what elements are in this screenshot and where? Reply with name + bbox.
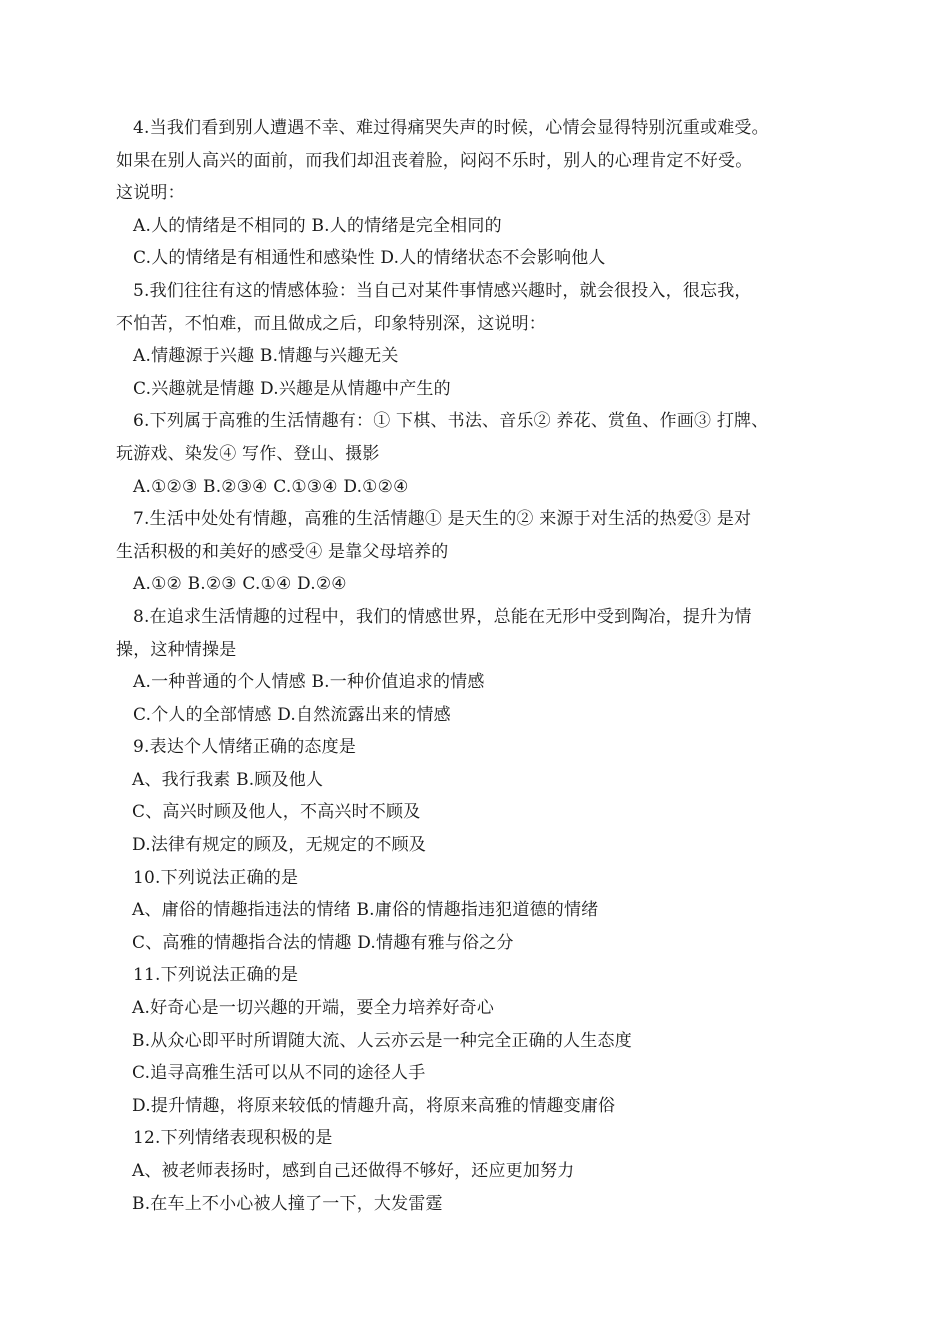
question-option-line: A.情趣源于兴趣 B.情趣与兴趣无关 — [133, 346, 399, 367]
question-option-line: A.人的情绪是不相同的 B.人的情绪是完全相同的 — [133, 215, 502, 236]
question-10 — [116, 862, 856, 960]
question-option-line: A.①② B.②③ C.①④ D.②④ — [133, 574, 347, 595]
question-option-line: C.兴趣就是情趣 D.兴趣是从情趣中产生的 — [133, 378, 451, 399]
question-option-line: D.法律有规定的顾及，无规定的不顾及 — [132, 835, 427, 856]
question-option-line: A、庸俗的情趣指违法的情绪 B.庸俗的情趣指违犯道德的情绪 — [132, 900, 599, 921]
question-stem-line: 4.当我们看到别人遭遇不幸、难过得痛哭失声的时候，心情会显得特别沉重或难受。 — [133, 118, 769, 138]
question-5 — [116, 275, 856, 405]
question-11 — [116, 959, 856, 1122]
question-option-line: B.在车上不小心被人撞了一下，大发雷霆 — [132, 1193, 443, 1214]
question-stem-line: 12.下列情绪表现积极的是 — [133, 1128, 333, 1149]
question-stem-line: 7.生活中处处有情趣，高雅的生活情趣① 是天生的② 来源于对生活的热爱③ 是对 — [133, 509, 752, 530]
question-stem-line: 生活积极的和美好的感受④ 是靠父母培养的 — [116, 541, 449, 562]
question-stem-line: 11.下列说法正确的是 — [133, 965, 299, 986]
question-option-line: A.好奇心是一切兴趣的开端，要全力培养好奇心 — [132, 998, 495, 1019]
question-stem-line: 操，这种情操是 — [116, 639, 237, 660]
question-stem-line: 9.表达个人情绪正确的态度是 — [133, 737, 357, 758]
question-option-line: A、被老师表扬时，感到自己还做得不够好，还应更加努力 — [132, 1161, 575, 1181]
question-list — [116, 112, 856, 1220]
question-stem-line: 5.我们往往有这的情感体验：当自己对某件事情感兴趣时，就会很投入，很忘我， — [133, 280, 752, 301]
question-stem-line: 8.在追求生活情趣的过程中，我们的情感世界，总能在无形中受到陶冶，提升为情 — [133, 606, 752, 627]
question-stem-line: 6.下列属于高雅的生活情趣有：① 下棋、书法、音乐② 养花、赏鱼、作画③ 打牌、 — [133, 411, 769, 432]
question-12 — [116, 1122, 856, 1220]
question-stem-line: 10.下列说法正确的是 — [133, 867, 299, 888]
question-8 — [116, 601, 856, 731]
question-4 — [116, 112, 856, 275]
question-stem-line: 如果在别人高兴的面前，而我们却沮丧着脸，闷闷不乐时，别人的心理肯定不好受。 — [116, 150, 753, 171]
question-stem-line: 这说明： — [116, 183, 185, 204]
question-option-line: A.①②③ B.②③④ C.①③④ D.①②④ — [133, 476, 409, 497]
question-stem-line: 不怕苦，不怕难，而且做成之后，印象特别深，这说明： — [116, 313, 546, 334]
question-option-line: C.追寻高雅生活可以从不同的途径人手 — [132, 1063, 426, 1084]
question-option-line: D.提升情趣，将原来较低的情趣升高，将原来高雅的情趣变庸俗 — [132, 1095, 616, 1116]
question-option-line: C、高兴时顾及他人，不高兴时不顾及 — [132, 802, 421, 823]
question-6 — [116, 405, 856, 503]
question-7 — [116, 503, 856, 601]
question-option-line: C、高雅的情趣指合法的情趣 D.情趣有雅与俗之分 — [132, 932, 514, 953]
question-option-line: B.从众心即平时所谓随大流、人云亦云是一种完全正确的人生态度 — [132, 1030, 632, 1051]
question-9 — [116, 731, 856, 861]
question-option-line: A、我行我素 B.顾及他人 — [132, 769, 324, 790]
question-option-line: C.个人的全部情感 D.自然流露出来的情感 — [133, 704, 451, 725]
question-option-line: C.人的情绪是有相通性和感染性 D.人的情绪状态不会影响他人 — [133, 248, 606, 269]
question-option-line: A.一种普通的个人情感 B.一种价值追求的情感 — [133, 672, 485, 693]
question-stem-line: 玩游戏、染发④ 写作、登山、摄影 — [116, 443, 380, 464]
